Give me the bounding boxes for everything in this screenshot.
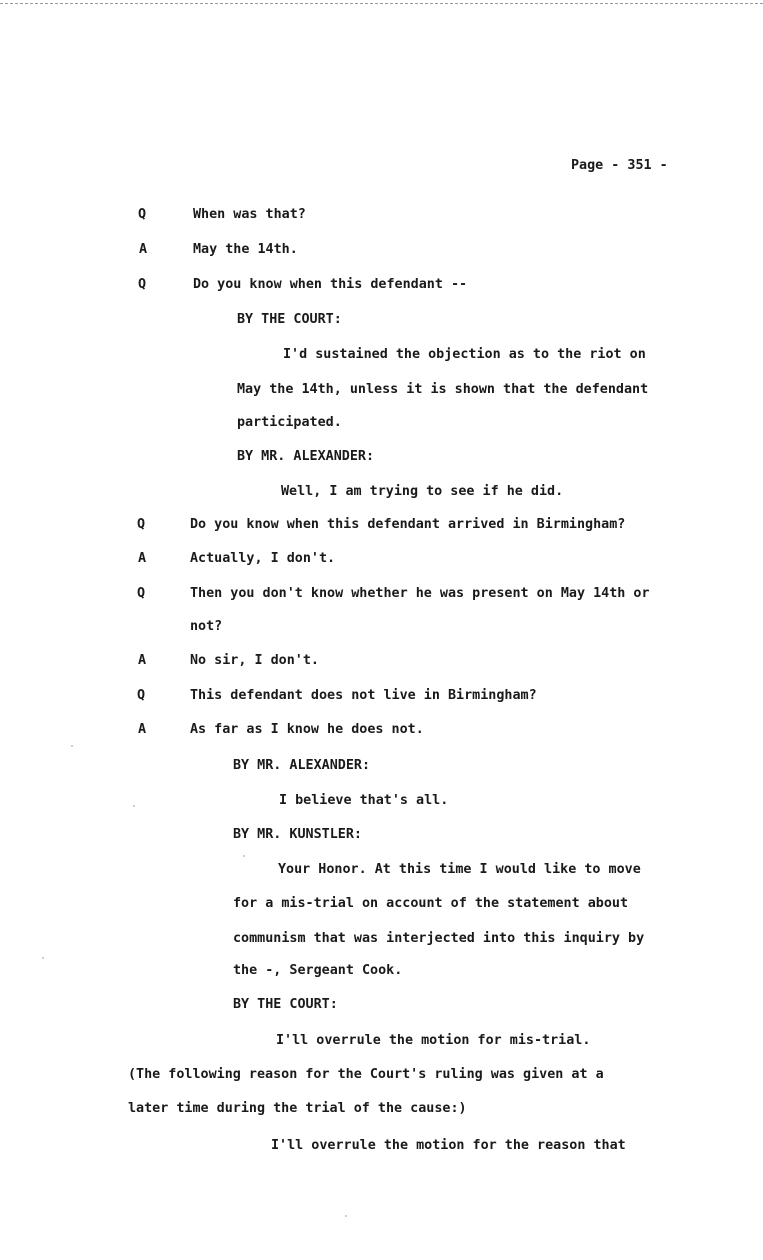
kunstler-statement-line: for a mis-trial on account of the statement about: [233, 896, 629, 911]
page-number: Page - 351 -: [571, 158, 668, 173]
exchange-text: Then you don't know whether he was present on May 14th or: [190, 586, 650, 601]
scan-speck: [71, 745, 73, 747]
speaker-q: Q: [138, 207, 147, 222]
exchange-text-continuation: not?: [190, 619, 223, 634]
speaker-q: Q: [137, 517, 146, 532]
scan-speck: [133, 805, 135, 807]
exchange-text: Actually, I don't.: [190, 551, 336, 566]
speaker-header-alexander: BY MR. ALEXANDER:: [233, 758, 371, 773]
parenthetical-note-line: later time during the trial of the cause:): [128, 1101, 467, 1116]
kunstler-statement-line: communism that was interjected into this inquiry by: [233, 931, 645, 946]
parenthetical-note-line: (The following reason for the Court's ruling was given at a: [128, 1067, 604, 1082]
exchange-text: When was that?: [193, 207, 306, 222]
speaker-a: A: [138, 722, 147, 737]
speaker-a: A: [139, 242, 148, 257]
exchange-text: No sir, I don't.: [190, 653, 319, 668]
speaker-q: Q: [137, 688, 146, 703]
court-statement-line: participated.: [237, 415, 342, 430]
speaker-q: Q: [138, 277, 147, 292]
court-statement-line: May the 14th, unless it is shown that the defendant: [237, 382, 649, 397]
speaker-q: Q: [137, 586, 146, 601]
court-statement-line: I'd sustained the objection as to the riot on: [283, 347, 646, 362]
alexander-statement: I believe that's all.: [279, 793, 449, 808]
ruling-reason-line: I'll overrule the motion for the reason that: [271, 1138, 626, 1153]
speaker-header-court: BY THE COURT:: [233, 997, 338, 1012]
exchange-text: As far as I know he does not.: [190, 722, 424, 737]
exchange-text: Do you know when this defendant arrived in Birmingham?: [190, 517, 626, 532]
speaker-header-alexander: BY MR. ALEXANDER:: [237, 449, 375, 464]
scan-speck: [42, 957, 44, 959]
exchange-text: This defendant does not live in Birmingham?: [190, 688, 537, 703]
scan-speck: [345, 1215, 347, 1217]
exchange-text: May the 14th.: [193, 242, 298, 257]
scan-speck: [243, 855, 245, 857]
exchange-text: Do you know when this defendant --: [193, 277, 468, 292]
top-scan-border: [0, 3, 763, 4]
kunstler-statement-line: Your Honor. At this time I would like to move: [278, 862, 641, 877]
speaker-header-court: BY THE COURT:: [237, 312, 342, 327]
court-ruling: I'll overrule the motion for mis-trial.: [276, 1033, 591, 1048]
speaker-a: A: [138, 653, 147, 668]
kunstler-statement-line: the -, Sergeant Cook.: [233, 963, 403, 978]
speaker-header-kunstler: BY MR. KUNSTLER:: [233, 827, 362, 842]
speaker-a: A: [138, 551, 147, 566]
alexander-statement: Well, I am trying to see if he did.: [281, 484, 564, 499]
